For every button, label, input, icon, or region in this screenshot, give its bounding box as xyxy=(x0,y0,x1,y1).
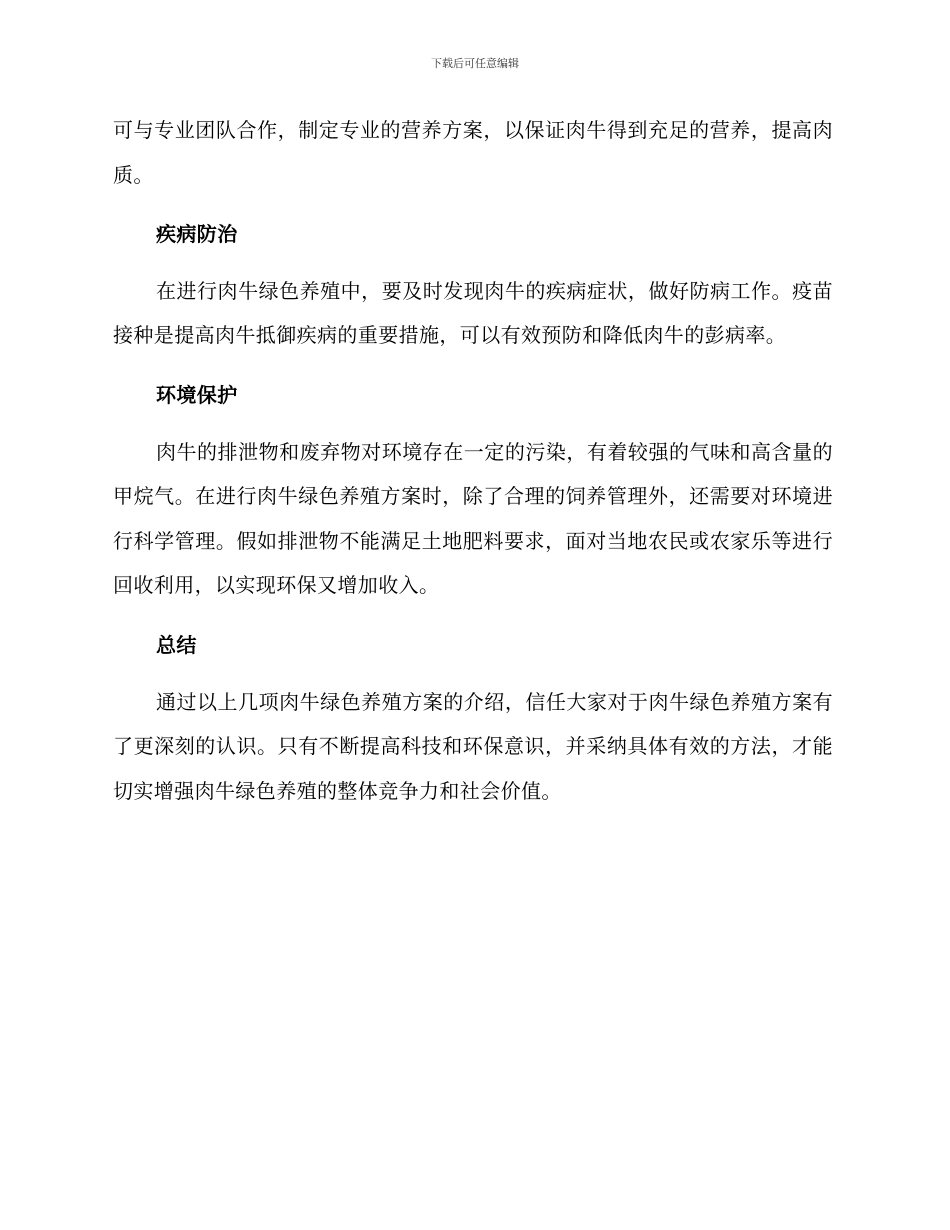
section-heading-environment: 环境保护 xyxy=(156,382,238,407)
intro-paragraph-tail: 可与专业团队合作，制定专业的营养方案，以保证肉牛得到充足的营养，提高肉质。 xyxy=(113,118,833,187)
document-body xyxy=(113,108,833,813)
page-header-note: 下载后可任意编辑 xyxy=(431,57,519,70)
section-heading-disease: 疾病防治 xyxy=(156,222,238,247)
section-body-disease: 在进行肉牛绿色养殖中，要及时发现肉牛的疾病症状，做好防病工作。疫苗接种是提高肉牛抵御疾病的重要措施，可以有效预防和降低肉牛的彭病率。 xyxy=(113,278,833,348)
section-heading-summary: 总结 xyxy=(156,632,197,657)
section-body-summary: 通过以上几项肉牛绿色养殖方案的介绍，信任大家对于肉牛绿色养殖方案有了更深刻的认识。只有不断提高科技和环保意识，并采纳具体有效的方法，才能切实增强肉牛绿色养殖的整体竞争力和社会价值。 xyxy=(113,689,833,803)
section-body-environment: 肉牛的排泄物和废弃物对环境存在一定的污染，有着较强的气味和高含量的甲烷气。在进行肉牛绿色养殖方案时，除了合理的饲养管理外，还需要对环境进行科学管理。假如排泄物不能满足土地肥料要求，面对当地农民或农家乐等进行回收利用，以实现环保又增加收入。 xyxy=(113,439,833,598)
